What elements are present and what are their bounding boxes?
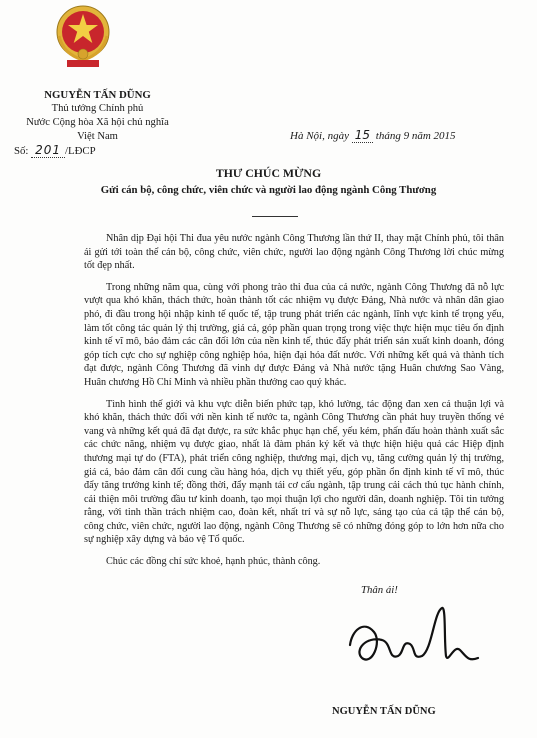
body-paragraph: Tình hình thế giới và khu vực diễn biến phức tạp, khó lường, tác động đan xen cả thuận lợi và khó khăn, thách thức đối với nền kinh tế nước ta, ngành Công Thương cần phát huy truyền thống vẻ vang và những kết quả đã đạt được, ra sức khắc phục hạn chế, yếu kém, phấn đấu hoàn thành xuất sắc các chức năng, nhiệm vụ được giao, nhất là đàm phán ký kết và thực hiện hiệu quả các Hiệp định thương mại tự do (FTA), phát triển công nghiệp, thương mại, dịch vụ, tăng cường quản lý thị trường, giá cả, bảo đảm cân đối cung cầu hàng hóa, dịch vụ thiết yếu, góp phần ổn định kinh tế vĩ mô, thúc đẩy tăng trưởng kinh tế; đồng thời, đẩy mạnh tái cơ cấu ngành, tập trung cải cách thủ tục hành chính, cải thiện môi trường đầu tư kinh doanh, tạo mọi thuận lợi cho người dân, doanh nghiệp. Tôi tin tưởng rằng, với tinh thần trách nhiệm cao, đoàn kết, nhất trí và sự nỗ lực, sáng tạo của cả tập thể cán bộ, công chức, viên chức, người lao động, ngành Công Thương sẽ có những đóng góp to lớn hơn nữa cho sự nghiệp xây dựng và bảo vệ Tổ quốc.	[84, 398, 504, 546]
date-prefix: Hà Nội, ngày	[290, 130, 349, 142]
body-paragraph: Trong những năm qua, cùng với phong trào thi đua của cả nước, ngành Công Thương đã nỗ lực vượt qua khó khăn, thách thức, hoàn thành tốt các nhiệm vụ được Đảng, Nhà nước và nhân dân giao phó, đi đầu trong hội nhập kinh tế quốc tế, tập trung phát triển các ngành, lĩnh vực kinh tế trọng yếu, làm tốt công tác quản lý thị trường, giá cả, góp phần quan trọng trong việc thực hiện mục tiêu ổn định kinh tế vĩ mô, bảo đảm các cân đối lớn của nền kinh tế, thúc đẩy phát triển sản xuất kinh doanh, đóng góp tích cực cho sự nghiệp công nghiệp hóa, hiện đại hóa đất nước. Với những kết quả và thành tích đạt được, ngành Công Thương đã vinh dự được Đảng và Nhà nước tặng Huân chương Sao Vàng, Huân chương Hồ Chí Minh và nhiều phần thưởng cao quý khác.	[84, 281, 504, 388]
sender-block	[10, 88, 185, 144]
sender-country-line1: Nước Cộng hòa Xã hội chủ nghĩa	[26, 117, 169, 128]
date-line	[290, 128, 456, 143]
title-divider	[252, 216, 298, 217]
signer-name: NGUYỄN TẤN DŨNG	[332, 706, 436, 717]
sender-title: Thủ tướng Chính phủ	[51, 103, 144, 114]
handwritten-signature	[342, 600, 482, 675]
date-suffix: tháng 9 năm 2015	[375, 130, 456, 142]
sender-country-line2: Việt Nam	[77, 131, 118, 142]
document-number	[14, 143, 96, 158]
letter-subtitle: Gửi cán bộ, công chức, viên chức và người lao động ngành Công Thương	[100, 184, 437, 196]
national-emblem-icon	[51, 2, 115, 72]
closing-greeting: Thân ái!	[361, 584, 398, 596]
sender-name: NGUYỄN TẤN DŨNG	[44, 89, 151, 101]
letter-title: THƯ CHÚC MỪNG	[215, 166, 322, 180]
document-number-suffix: /LĐCP	[65, 145, 96, 157]
document-number-handwritten: 201	[31, 143, 65, 158]
letter-body	[84, 232, 504, 577]
document-number-prefix: Số:	[14, 145, 29, 157]
body-paragraph: Chúc các đồng chí sức khoẻ, hạnh phúc, thành công.	[106, 556, 321, 568]
body-paragraph: Nhân dịp Đại hội Thi đua yêu nước ngành Công Thương lần thứ II, thay mặt Chính phủ, tôi thân ái gửi tới toàn thể cán bộ, công chức, viên chức, người lao động ngành Công Thương lời chúc mừng tốt đẹp nhất.	[84, 233, 504, 272]
date-day-handwritten: 15	[352, 128, 373, 143]
